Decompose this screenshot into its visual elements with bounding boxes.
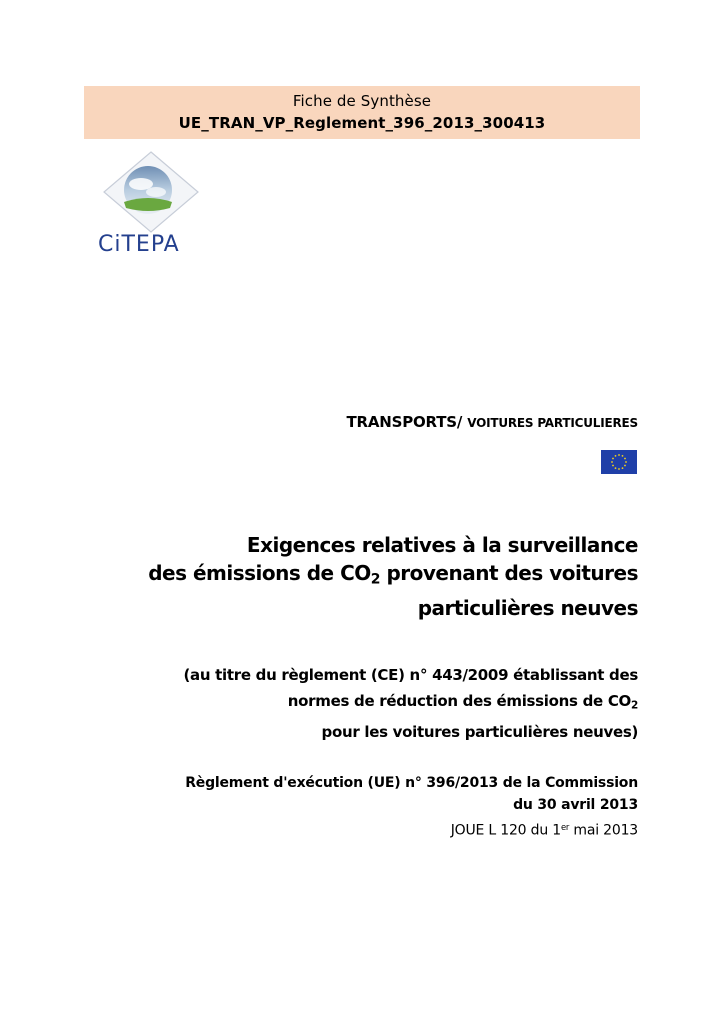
- reference-line-2: du 30 avril 2013: [513, 797, 638, 813]
- document-subtitle: [183, 662, 638, 745]
- title-line-2: des émissions de $CO_2$ provenant des voitures: [148, 561, 638, 588]
- citepa-logo-text: CiTEPA: [98, 232, 180, 257]
- header-doc-id: UE_TRAN_VP_Reglement_396_2013_300413: [178, 114, 546, 132]
- subtitle-line-3: pour les voitures particulières neuves): [321, 722, 638, 741]
- subtitle-line-2: normes de réduction des émissions de $CO_2$: [287, 692, 638, 712]
- title-line-3: particulières neuves: [417, 595, 638, 620]
- document-title: [148, 531, 638, 622]
- title-line-1: Exigences relatives à la surveillance: [246, 533, 638, 557]
- header-band: [84, 86, 640, 139]
- category-main: TRANSPORTS/: [346, 413, 468, 431]
- category-label: [346, 413, 638, 431]
- subtitle-line-1: (au titre du règlement (CE) n° 443/2009 établissant des: [183, 666, 638, 684]
- category-sub: VOITURES PARTICULIERES: [467, 416, 638, 430]
- regulation-reference: [185, 772, 638, 842]
- header-doc-type: Fiche de Synthèse: [292, 92, 432, 110]
- reference-line-3: JOUE L 120 du 1er mai 2013: [450, 822, 638, 839]
- eu-flag-icon: [601, 450, 637, 474]
- reference-line-1: Règlement d'exécution (UE) n° 396/2013 de la Commission: [185, 775, 638, 791]
